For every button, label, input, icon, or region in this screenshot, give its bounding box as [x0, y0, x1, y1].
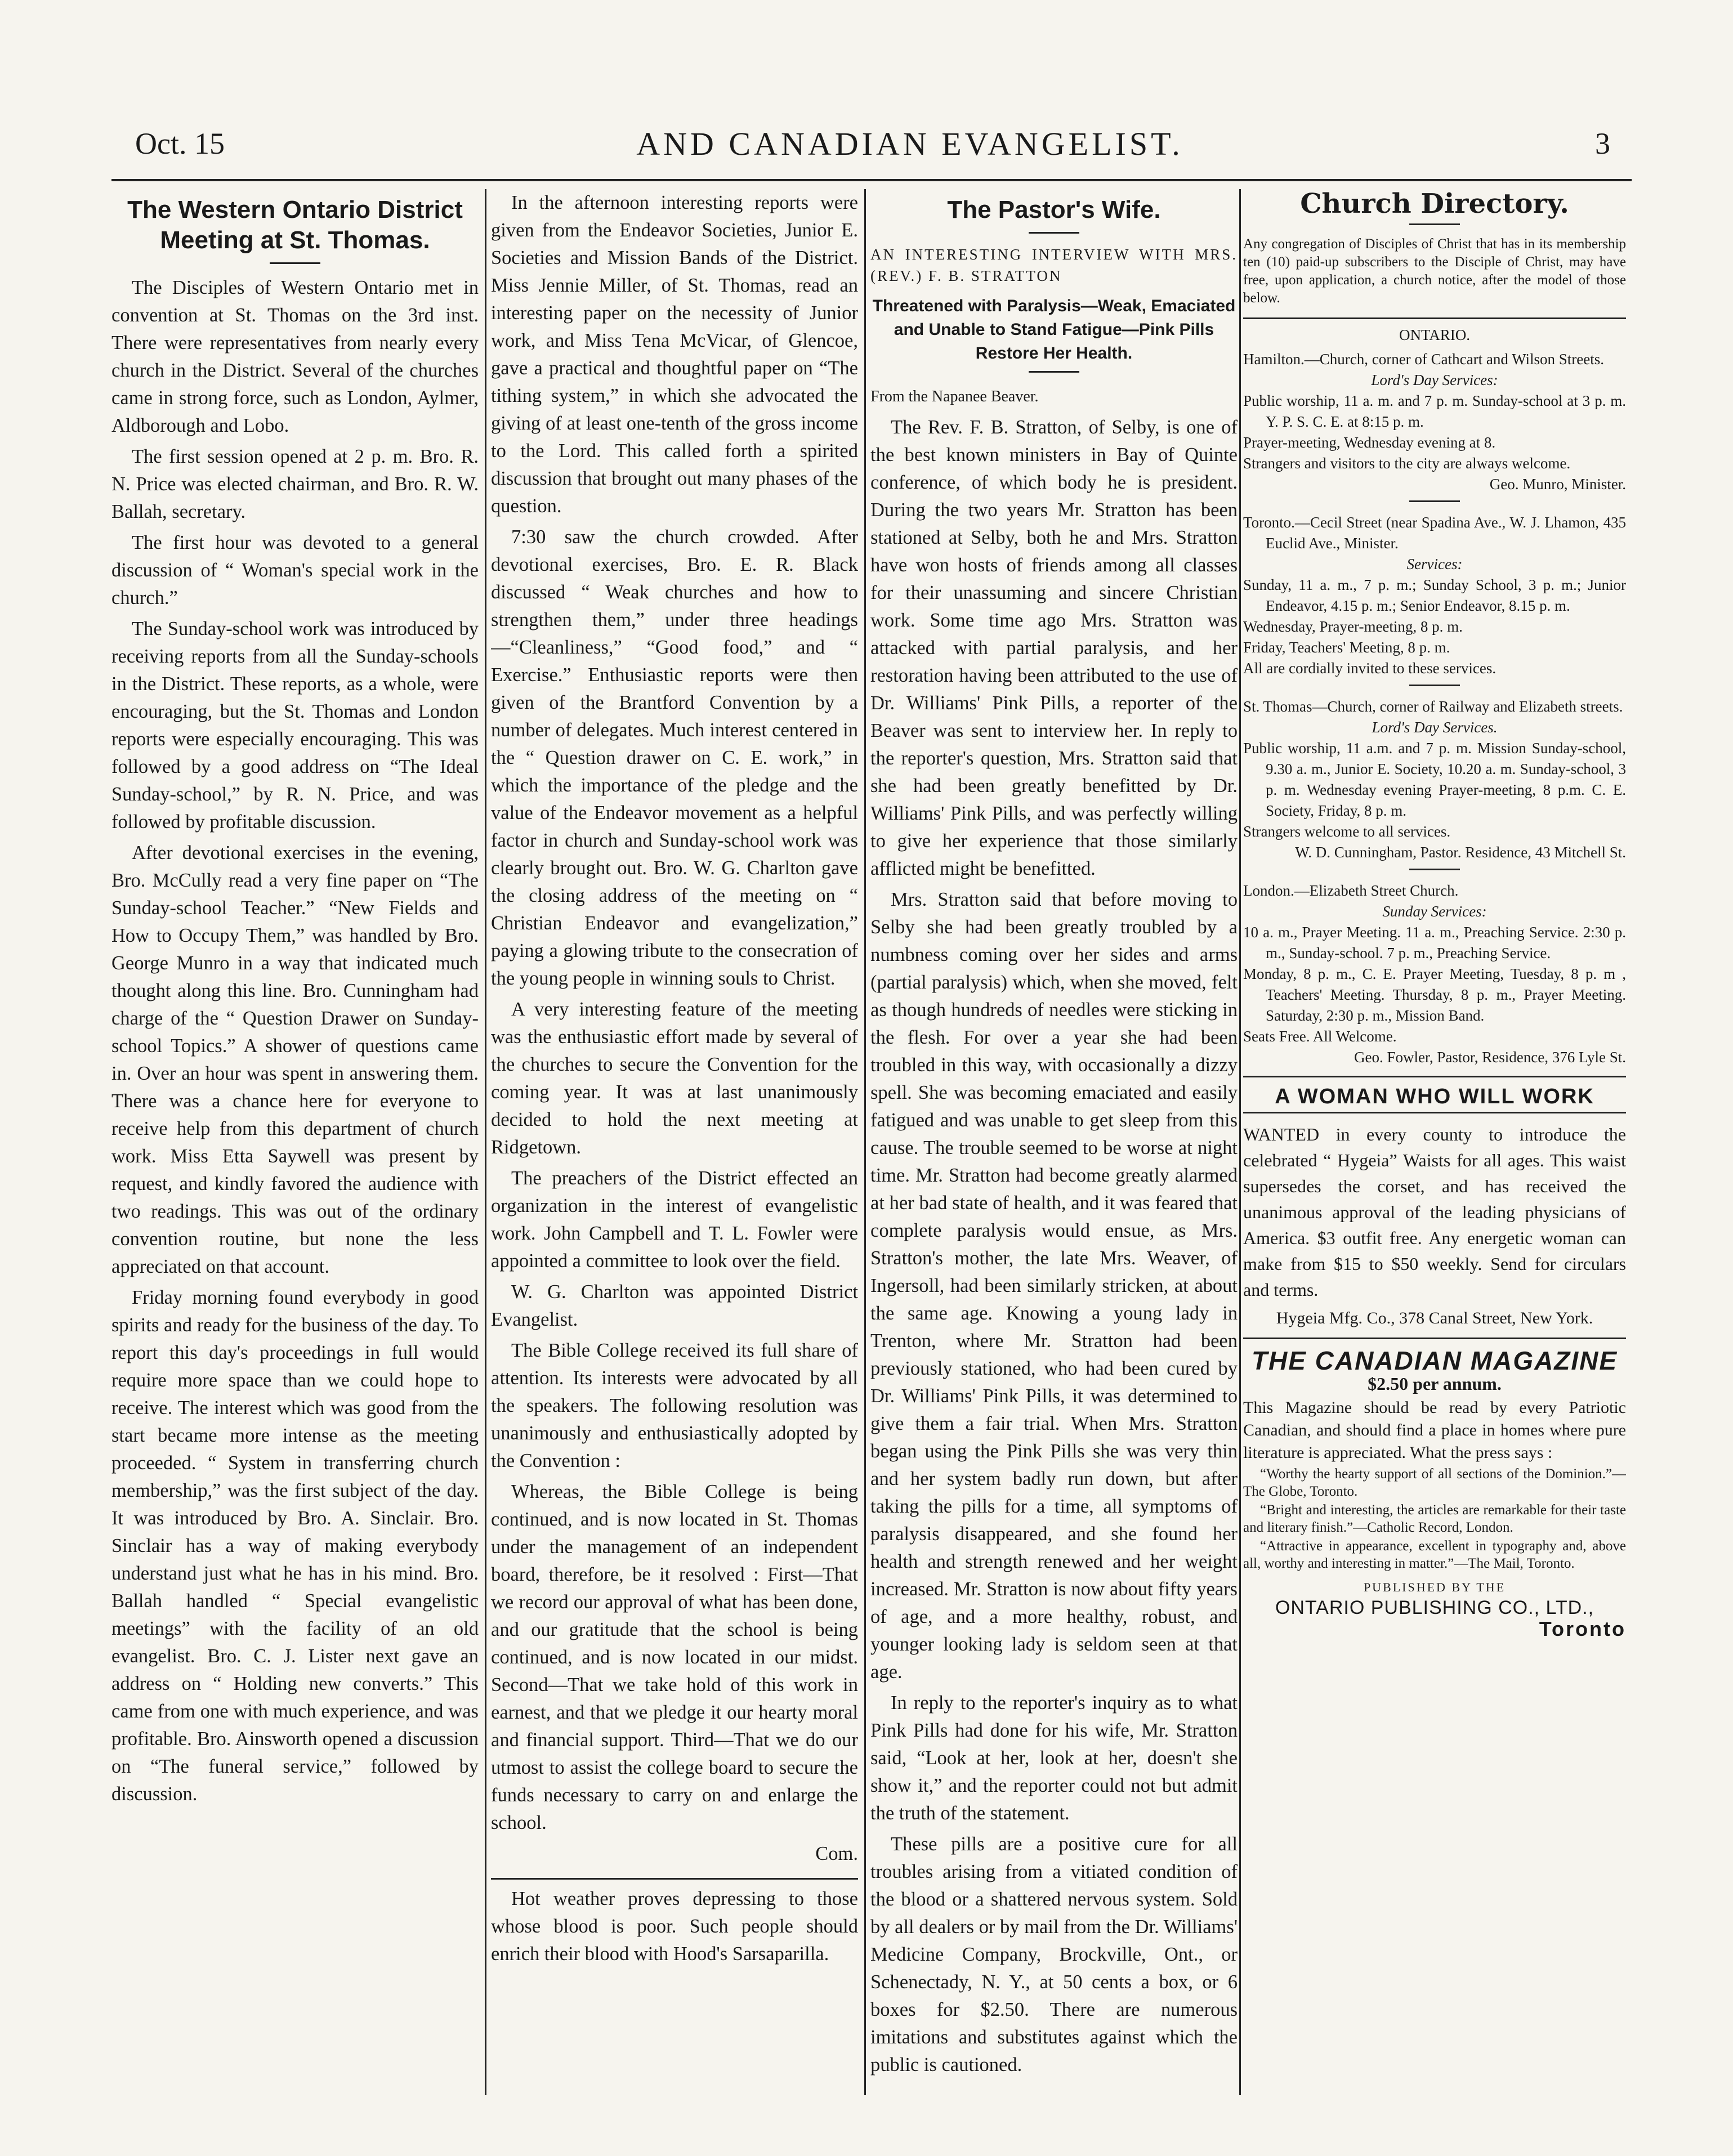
- entry-subhead: Sunday Services:: [1382, 903, 1487, 920]
- article-paragraph: The Bible College received its full share of attention. Its interests were advocated by all the speakers. The following resolution was unanimously and enthusiastically adopted by the Convention :: [491, 1340, 858, 1471]
- entry-head: Toronto.—Cecil Street (near Spadina Ave., W. J. Lhamon, 435 Euclid Ave., Minister.: [1243, 514, 1626, 552]
- press-quote: “Attractive in appearance, excellent in typography and, above all, worthy and interesting in matter.”—The Mail, Toronto.: [1243, 1538, 1626, 1571]
- press-quote: “Worthy the hearty support of all sections of the Dominion.”—The Globe, Toronto.: [1243, 1466, 1626, 1499]
- column-2: [491, 189, 858, 2095]
- separator: [1243, 1338, 1626, 1339]
- filler-notice: Hot weather proves depressing to those whose blood is poor. Such people should enrich their blood with Hood's Sarsaparilla.: [491, 1888, 858, 1965]
- column-rule: [485, 189, 486, 2095]
- article-paragraph: W. G. Charlton was appointed District Evangelist.: [491, 1281, 858, 1330]
- entry-line: Wednesday, Prayer-meeting, 8 p. m.: [1243, 618, 1463, 635]
- article-title: The Western Ontario District Meeting at St. Thomas.: [127, 196, 463, 254]
- directory-entry-hamilton: [1243, 349, 1626, 495]
- article-paragraph: In reply to the reporter's inquiry as to what Pink Pills had done for his wife, Mr. Stratton said, “Look at her, look at her, doesn't she show it,” and the reporter could not but admit the truth of the statement.: [870, 1692, 1238, 1824]
- publisher-city: Toronto: [1539, 1617, 1626, 1640]
- ad-address: Hygeia Mfg. Co., 378 Canal Street, New York.: [1276, 1309, 1593, 1327]
- masthead-title: AND CANADIAN EVANGELIST.: [636, 125, 1183, 162]
- column-4: [1243, 189, 1626, 2095]
- entry-sign: W. D. Cunningham, Pastor. Residence, 43 Mitchell St.: [1295, 844, 1626, 861]
- separator: [1409, 869, 1460, 870]
- article-title: The Pastor's Wife.: [947, 196, 1161, 223]
- header-rule: [111, 179, 1632, 181]
- column-rule: [1239, 189, 1241, 2095]
- directory-entry-toronto: [1243, 512, 1626, 679]
- article-paragraph: The Disciples of Western Ontario met in convention at St. Thomas on the 3rd inst. There were representatives from nearly every church in the District. Several of the churches came in strong force, such as London, Aylmer, Aldborough and Lobo.: [111, 277, 479, 436]
- separator: [1243, 317, 1626, 319]
- entry-sign: Geo. Fowler, Pastor, Residence, 376 Lyle St.: [1354, 1049, 1626, 1066]
- entry-line: Prayer-meeting, Wednesday evening at 8.: [1243, 434, 1496, 451]
- entry-line: Monday, 8 p. m., C. E. Prayer Meeting, Tuesday, 8 p. m , Teachers' Meeting. Thursday, 8 p. m., Prayer Meeting. Saturday, 2:30 p. m., Mission Band.: [1243, 965, 1626, 1024]
- separator: [1409, 500, 1460, 502]
- entry-head: St. Thomas—Church, corner of Railway and Elizabeth streets.: [1243, 698, 1623, 715]
- article-paragraph: After devotional exercises in the evening, Bro. McCully read a very fine paper on “The Sunday-school Teacher.” “New Fields and How to Occupy Them,” was handled by Bro. George Munro in a way that indicated much thought along this line. Bro. Cunningham had charge of the “ Question Drawer on Sunday-school Topics.” A shower of questions came in. Over an hour was spent in answering them. There was a chance here for everyone to receive help from this department of church work. Miss Etta Saywell was present by request, and kindly favored the audience with two readings. This was out of the ordinary convention routine, but none the less appreciated on that account.: [111, 842, 479, 1277]
- entry-line: Public worship, 11 a.m. and 7 p. m. Mission Sunday-school, 9.30 a. m., Junior E. Society, 10.20 a. m. Sunday-school, 3 p. m. Wednesday evening Prayer-meeting, 8 p.m. C. E. Society, Friday, 8 p. m.: [1243, 740, 1626, 819]
- entry-line: Seats Free. All Welcome.: [1243, 1028, 1397, 1045]
- entry-subhead: Services:: [1406, 556, 1463, 572]
- separator: [1409, 223, 1460, 225]
- page-number: 3: [1595, 127, 1610, 160]
- article-paragraph: These pills are a positive cure for all troubles arising from a vitiated condition of the blood or a shattered nervous system. Sold by all dealers or by mail from the Dr. Williams' Medicine Company, Brockville, Ont., or Schenectady, N. Y., at 50 cents a box, or 6 boxes for $2.50. There are numerous imitations and substitutes against which the public is cautioned.: [870, 1833, 1238, 2076]
- article-paragraph: Friday morning found everybody in good spirits and ready for the business of the day. To report this day's proceedings in full would require more space than we could hope to receive. The interest which was good from the start became more intense as the meeting proceeded. “ System in transferring church membership,” was the first subject of the day. It was introduced by Bro. A. Sinclair. Bro. Sinclair has a way of making everybody understand just what he has in his mind. Bro. Ballah handled “ Special evangelistic meetings” with the facility of an old evangelist. Bro. C. J. Lister next gave an address on “ Holding new converts.” This came from one with much experience, and was profitable. Bro. Ainsworth opened a discussion on “The funeral service,” followed by discussion.: [111, 1287, 479, 1805]
- article-signature: Com.: [815, 1843, 858, 1864]
- separator: [270, 262, 320, 264]
- entry-subhead: Lord's Day Services:: [1371, 372, 1498, 388]
- column-rule: [864, 189, 866, 2095]
- issue-date: Oct. 15: [135, 127, 225, 160]
- magazine-body: This Magazine should be read by every Patriotic Canadian, and should find a place in homes where pure literature is appreciated. What the press says :: [1243, 1398, 1626, 1462]
- entry-line: Friday, Teachers' Meeting, 8 p. m.: [1243, 639, 1450, 656]
- press-quote: “Bright and interesting, the articles are remarkable for their taste and literary finish.”—Catholic Record, London.: [1243, 1502, 1626, 1535]
- magazine-price: $2.50 per annum.: [1368, 1374, 1502, 1394]
- entry-head: London.—Elizabeth Street Church.: [1243, 882, 1459, 899]
- article-paragraph: 7:30 saw the church crowded. After devotional exercises, Bro. E. R. Black discussed “ Weak churches and how to strengthen them,” under three headings—“Cleanliness,” “Good food,” and “ Exercise.” Enthusiastic reports were then given of the Brantford Convention by a number of delegates. Much interest centered in the “ Question drawer on C. E. work,” in which the importance of the pledge and the value of the Endeavor movement as a helpful factor in church and Sunday-school work was clearly brought out. Bro. W. G. Charlton gave the closing address of the meeting on “ Christian Endeavor and evangelization,” paying a glowing tribute to the consecration of the young people in winning souls to Christ.: [491, 526, 858, 989]
- entry-sign: Geo. Munro, Minister.: [1489, 476, 1626, 493]
- entry-line: Strangers and visitors to the city are always welcome.: [1243, 455, 1571, 472]
- ad-body: WANTED in every county to introduce the celebrated “ Hygeia” Waists for all ages. This waist supersedes the corset, and has received the unanimous approval of the leading physicians of America. $3 outfit free. Any energetic woman can make from $15 to $50 weekly. Send for circulars and terms.: [1243, 1124, 1626, 1300]
- directory-title: Church Directory.: [1300, 189, 1569, 220]
- article-paragraph: A very interesting feature of the meeting was the enthusiastic effort made by several of the churches to secure the Convention for the coming year. It was at last unanimously decided to hold the next meeting at Ridgetown.: [491, 999, 858, 1158]
- entry-subhead: Lord's Day Services.: [1372, 719, 1498, 736]
- article-paragraph: The preachers of the District effected an organization in the interest of evangelistic work. John Campbell and T. L. Fowler were appointed a committee to look over the field.: [491, 1168, 858, 1272]
- article-subhead: AN INTERESTING INTERVIEW WITH MRS. (REV.) F. B. STRATTON: [870, 246, 1238, 284]
- magazine-title: THE CANADIAN MAGAZINE: [1251, 1346, 1618, 1375]
- directory-entry-st-thomas: [1243, 696, 1626, 863]
- article-paragraph: The first session opened at 2 p. m. Bro. R. N. Price was elected chairman, and Bro. R. W. Ballah, secretary.: [111, 446, 479, 522]
- article-deck: Threatened with Paralysis—Weak, Emaciated and Unable to Stand Fatigue—Pink Pills Restore Her Health.: [872, 297, 1236, 363]
- entry-line: Strangers welcome to all services.: [1243, 823, 1451, 840]
- entry-line: Sunday, 11 a. m., 7 p. m.; Sunday School, 3 p. m.; Junior Endeavor, 4.15 p. m.; Senior Endeavor, 8.15 p. m.: [1243, 576, 1626, 614]
- published-by: PUBLISHED BY THE: [1363, 1580, 1506, 1594]
- column-1: [111, 189, 479, 2095]
- article-paragraph: In the afternoon interesting reports were given from the Endeavor Societies, Junior E. Societies and Mission Bands of the District. Miss Jennie Miller, of St. Thomas, read an interesting paper on the necessity of Junior work, and Miss Tena McVicar, of Glencoe, gave a practical and thoughtful paper on “The tithing system,” in which she advocated the giving of at least one-tenth of the gross income to the Lord. This called forth a spirited discussion that brought out many phases of the question.: [491, 192, 858, 517]
- column-3: [870, 189, 1238, 2095]
- page-header: [135, 118, 1610, 169]
- separator: [1029, 371, 1079, 373]
- article-paragraph: The Rev. F. B. Stratton, of Selby, is one of the best known ministers in Bay of Quinte conference, of which body he is president. During the two years Mr. Stratton has been stationed at Selby, both he and Mrs. Stratton have won hosts of friends among all classes for their unassuming and sincere Christian work. Some time ago Mrs. Stratton was attacked with partial paralysis, and her restoration having been attributed to the use of Dr. Williams' Pink Pills, a reporter of the Beaver was sent to interview her. In reply to the reporter's question, Mrs. Stratton said that she had been greatly benefitted by Dr. Williams' Pink Pills, and was perfectly willing to give her experience that those similarly afflicted might be benefitted.: [870, 417, 1238, 879]
- separator: [1243, 1112, 1626, 1113]
- directory-region: ONTARIO.: [1399, 326, 1471, 343]
- entry-line: Public worship, 11 a. m. and 7 p. m. Sunday-school at 3 p. m. Y. P. S. C. E. at 8:15 p. m.: [1243, 392, 1626, 430]
- article-source: From the Napanee Beaver.: [870, 388, 1039, 405]
- entry-head: Hamilton.—Church, corner of Cathcart and Wilson Streets.: [1243, 351, 1605, 368]
- publisher-name: ONTARIO PUBLISHING CO., LTD.,: [1275, 1597, 1594, 1618]
- ad-headline: A WOMAN WHO WILL WORK: [1275, 1085, 1594, 1108]
- article-paragraph: Mrs. Stratton said that before moving to Selby she had been greatly troubled by a numbness coming over her sides and arms (partial paralysis) which, when she moved, felt as though hundreds of needles were sticking in the flesh. For over a year she had been troubled in this way, with occasionally a dizzy spell. She was becoming emaciated and easily fatigued and was unable to get sleep from this cause. The trouble seemed to be worse at night time. Mr. Stratton had become greatly alarmed at her bad state of health, and it was feared that complete paralysis would ensue, as Mrs. Stratton's mother, the late Mrs. Weaver, of Ingersoll, had been similarly stricken, at about the same age. Knowing a young lady in Trenton, where Mr. Stratton had been previously stationed, who had been cured by Dr. Williams' Pink Pills, it was determined to give them a fair trial. When Mrs. Stratton began using the Pink Pills she was very thin and her system badly run down, but after taking the pills for a time, all symptoms of paralysis disappeared, and she found her health and strength renewed and her weight increased. Mr. Stratton is now about fifty years of age, and a more healthy, robust, and younger looking lady is seldom seen at that age.: [870, 889, 1238, 1683]
- article-paragraph: The first hour was devoted to a general discussion of “ Woman's special work in the church.”: [111, 532, 479, 609]
- separator: [491, 1878, 858, 1880]
- article-paragraph: Whereas, the Bible College is being continued, and is now located in St. Thomas under the management of an independent board, therefore, be it resolved : First—That we record our approval of what has been done, and our gratitude that the school is being continued, and is now located in our midst. Second—That we take hold of this work in earnest, and that we pledge it our hearty moral and financial support. Third—That we do our utmost to assist the college board to secure the funds necessary to carry on and enlarge the school.: [491, 1481, 858, 1833]
- directory-intro: Any congregation of Disciples of Christ that has in its membership ten (10) paid-up subscribers to the Disciple of Christ, may have free, upon application, a church notice, after the model of those below.: [1243, 236, 1626, 306]
- separator: [1243, 1076, 1626, 1077]
- entry-line: 10 a. m., Prayer Meeting. 11 a. m., Preaching Service. 2:30 p. m., Sunday-school. 7 p. m., Preaching Service.: [1243, 924, 1626, 961]
- directory-entry-london: [1243, 880, 1626, 1068]
- separator: [1029, 232, 1079, 234]
- article-paragraph: The Sunday-school work was introduced by receiving reports from all the Sunday-schools in the District. These reports, as a whole, were encouraging, but the St. Thomas and London reports were especially encouraging. This was followed by a good address on “The Ideal Sunday-school,” by R. N. Price, and was followed by profitable discussion.: [111, 618, 479, 833]
- separator: [1409, 685, 1460, 686]
- entry-line: All are cordially invited to these services.: [1243, 660, 1497, 677]
